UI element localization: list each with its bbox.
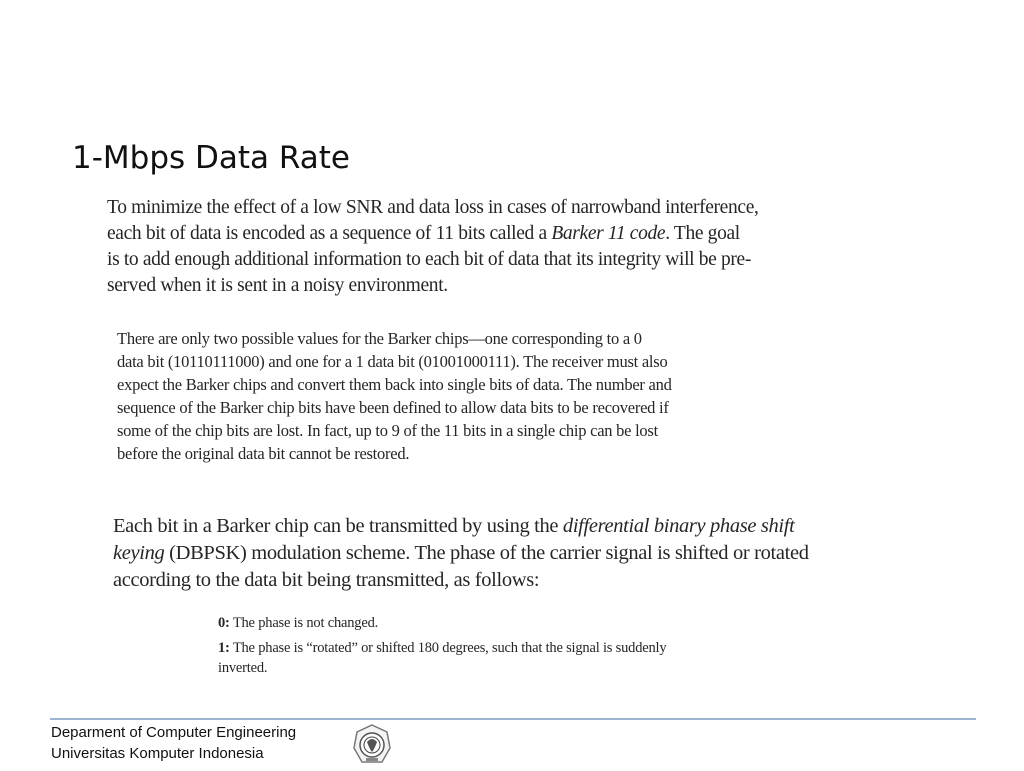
italic-term: differential binary phase shift [562, 515, 795, 537]
text-line: is to add enough additional information to each bit of data that its integrity will be pre- [107, 249, 751, 270]
list-text: The phase is not changed. [229, 615, 379, 631]
text-line: before the original data bit cannot be restored. [117, 444, 410, 463]
list-text: The phase is “rotated” or shifted 180 degrees, such that the signal is suddenly [229, 640, 667, 656]
list-item [218, 613, 666, 633]
list-key: 1: [218, 640, 230, 656]
list-text: inverted. [218, 660, 268, 676]
text-line: served when it is sent in a noisy environment. [107, 275, 448, 296]
text-line [113, 540, 809, 567]
text-line: data bit (10110111000) and one for a 1 data bit (01001000111). The receiver must also [117, 352, 668, 371]
paragraph-barker-chips [117, 327, 672, 465]
paragraph-barker-intro [107, 195, 759, 299]
text-segment: each bit of data is encoded as a sequence of 11 bits called a [107, 223, 552, 244]
text-line: There are only two possible values for the Barker chips—one corresponding to a 0 [117, 329, 642, 348]
footer-university: Universitas Komputer Indonesia [51, 745, 264, 762]
text-line [113, 513, 809, 540]
text-line: some of the chip bits are lost. In fact, up to 9 of the 11 bits in a single chip can be lost [117, 421, 658, 440]
paragraph-dbpsk [113, 513, 809, 594]
footer-divider [50, 718, 976, 720]
university-logo-icon [352, 724, 392, 766]
italic-term: keying [113, 542, 165, 564]
list-key: 0: [218, 615, 230, 631]
text-line [107, 221, 759, 247]
text-line: expect the Barker chips and convert them back into single bits of data. The number and [117, 375, 672, 394]
list-item [218, 638, 666, 678]
text-segment: . The goal [665, 223, 740, 244]
text-line [218, 613, 666, 633]
italic-term: Barker 11 code [551, 223, 666, 244]
text-segment: (DBPSK) modulation scheme. The phase of the carrier signal is shifted or rotated [164, 542, 809, 564]
footer-text [51, 722, 296, 764]
phase-rules-list [218, 613, 666, 683]
text-line: according to the data bit being transmitted, as follows: [113, 569, 540, 591]
text-line: To minimize the effect of a low SNR and data loss in cases of narrowband interference, [107, 197, 759, 218]
text-line [218, 638, 666, 658]
slide-title: 1-Mbps Data Rate [72, 140, 350, 176]
footer-department: Deparment of Computer Engineering [51, 724, 297, 741]
text-segment: Each bit in a Barker chip can be transmitted by using the [113, 515, 563, 537]
text-line: sequence of the Barker chip bits have been defined to allow data bits to be recovered if [117, 398, 669, 417]
